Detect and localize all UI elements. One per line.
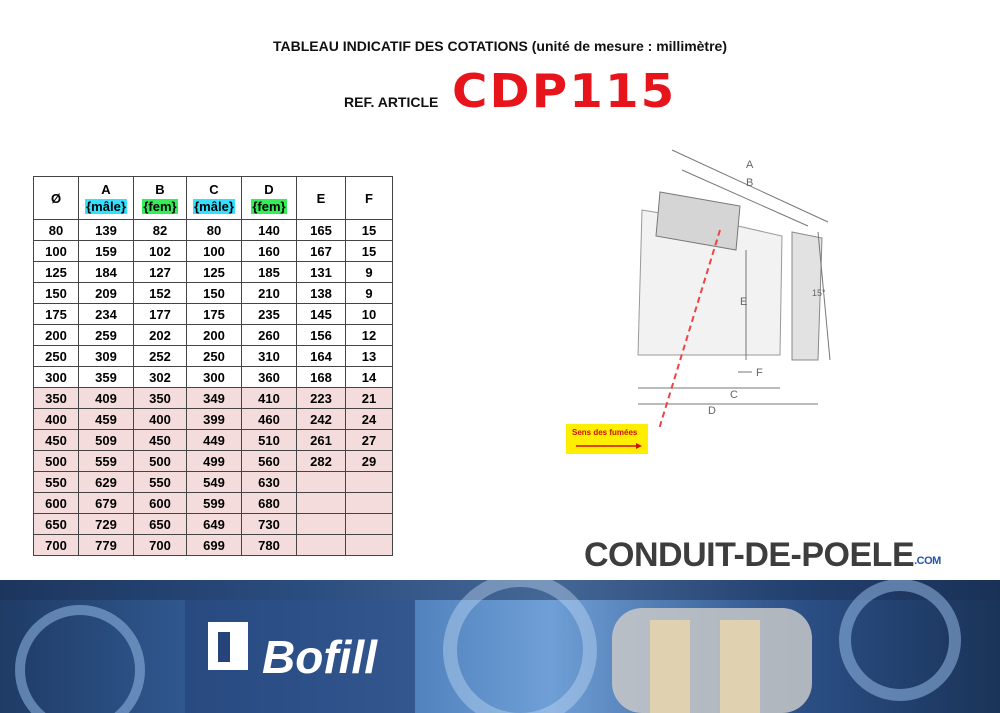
table-cell: 15: [346, 220, 393, 241]
table-cell: 27: [346, 430, 393, 451]
column-header-label: C: [209, 182, 219, 197]
bofill-logo-icon: [208, 622, 248, 670]
table-cell: 699: [187, 535, 242, 556]
label-a: A: [746, 159, 754, 171]
table-cell: 250: [34, 346, 79, 367]
arrow-right-icon: [566, 424, 648, 454]
banner-graphics: [0, 580, 1000, 713]
table-cell: 223: [297, 388, 346, 409]
table-cell: 510: [242, 430, 297, 451]
table-cell: 177: [134, 304, 187, 325]
table-cell: 282: [297, 451, 346, 472]
table-cell: 460: [242, 409, 297, 430]
table-cell: 729: [79, 514, 134, 535]
table-cell: 242: [297, 409, 346, 430]
table-cell: 399: [187, 409, 242, 430]
table-cell: [346, 514, 393, 535]
table-cell: 550: [134, 472, 187, 493]
label-f: F: [756, 367, 763, 379]
ref-article-code: CDP115: [452, 64, 677, 118]
column-header-gender: {fem}: [143, 199, 177, 214]
table-cell: 235: [242, 304, 297, 325]
table-cell: 300: [187, 367, 242, 388]
table-cell: 549: [187, 472, 242, 493]
column-header-label: A: [101, 182, 111, 197]
table-cell: [297, 535, 346, 556]
table-row: [34, 409, 393, 430]
smoke-direction-box: [566, 424, 648, 454]
table-cell: 599: [187, 493, 242, 514]
table-cell: 250: [187, 346, 242, 367]
table-cell: 680: [242, 493, 297, 514]
table-cell: 449: [187, 430, 242, 451]
table-cell: 499: [187, 451, 242, 472]
table-cell: 252: [134, 346, 187, 367]
site-logo: [584, 536, 941, 575]
table-cell: 152: [134, 283, 187, 304]
table-cell: 12: [346, 325, 393, 346]
pipe-cutaway-image: [612, 608, 812, 713]
table-cell: 550: [34, 472, 79, 493]
table-cell: 261: [297, 430, 346, 451]
elbow-diagram: [560, 140, 860, 430]
table-cell: [297, 472, 346, 493]
table-cell: 350: [34, 388, 79, 409]
table-cell: 125: [187, 262, 242, 283]
table-cell: 164: [297, 346, 346, 367]
table-cell: 184: [79, 262, 134, 283]
table-cell: 700: [134, 535, 187, 556]
table-cell: 730: [242, 514, 297, 535]
table-row: [34, 367, 393, 388]
table-cell: 359: [79, 367, 134, 388]
table-cell: 509: [79, 430, 134, 451]
table-cell: 165: [297, 220, 346, 241]
column-header-a: [79, 177, 134, 220]
column-header-label: D: [264, 182, 274, 197]
page-title: TABLEAU INDICATIF DES COTATIONS (unité de mesure : millimètre): [273, 38, 727, 54]
table-cell: 202: [134, 325, 187, 346]
table-row: [34, 388, 393, 409]
table-cell: 131: [297, 262, 346, 283]
table-cell: 82: [134, 220, 187, 241]
table-cell: [297, 514, 346, 535]
table-cell: 500: [134, 451, 187, 472]
table-cell: 167: [297, 241, 346, 262]
table-cell: [346, 472, 393, 493]
table-cell: 145: [297, 304, 346, 325]
table-cell: 649: [187, 514, 242, 535]
table-row: [34, 451, 393, 472]
table-cell: 210: [242, 283, 297, 304]
table-cell: 29: [346, 451, 393, 472]
logo-text: CONDUIT-DE-POELE: [584, 536, 915, 574]
table-row: [34, 241, 393, 262]
table-row: [34, 220, 393, 241]
table-cell: 400: [34, 409, 79, 430]
table-cell: 156: [297, 325, 346, 346]
table-cell: 9: [346, 262, 393, 283]
table-cell: 650: [134, 514, 187, 535]
table-cell: 410: [242, 388, 297, 409]
table-cell: 234: [79, 304, 134, 325]
table-row: [34, 430, 393, 451]
column-header-f: [346, 177, 393, 220]
table-cell: 310: [242, 346, 297, 367]
table-cell: 302: [134, 367, 187, 388]
table-row: [34, 304, 393, 325]
table-body: [34, 220, 393, 556]
table-cell: 80: [34, 220, 79, 241]
table-cell: 139: [79, 220, 134, 241]
smoke-direction-label: Sens des fumées: [572, 428, 638, 437]
table-row: [34, 493, 393, 514]
table-cell: 10: [346, 304, 393, 325]
table-cell: 300: [34, 367, 79, 388]
table-cell: 450: [134, 430, 187, 451]
table-cell: 200: [187, 325, 242, 346]
table-cell: 138: [297, 283, 346, 304]
table-cell: 630: [242, 472, 297, 493]
column-header-gender: {mâle}: [194, 199, 234, 214]
table-cell: 100: [187, 241, 242, 262]
table-cell: 350: [134, 388, 187, 409]
table-cell: 150: [34, 283, 79, 304]
column-header-label: B: [155, 182, 165, 197]
table-row: [34, 325, 393, 346]
column-header-gender: {fem}: [252, 199, 286, 214]
table-cell: 459: [79, 409, 134, 430]
column-header-d: [242, 177, 297, 220]
column-header-gender: {mâle}: [86, 199, 126, 214]
table-cell: 309: [79, 346, 134, 367]
table-cell: 780: [242, 535, 297, 556]
table-row: [34, 472, 393, 493]
table-cell: [297, 493, 346, 514]
table-cell: 15: [346, 241, 393, 262]
table-cell: 150: [187, 283, 242, 304]
table-cell: 140: [242, 220, 297, 241]
table-cell: 349: [187, 388, 242, 409]
table-cell: 175: [187, 304, 242, 325]
table-cell: 175: [34, 304, 79, 325]
table-cell: 13: [346, 346, 393, 367]
label-angle: 15°: [812, 288, 826, 298]
label-b: B: [746, 177, 754, 189]
table-cell: 100: [34, 241, 79, 262]
table-cell: 14: [346, 367, 393, 388]
label-e: E: [740, 296, 748, 308]
bofill-banner: [0, 580, 1000, 713]
column-header-label: F: [365, 190, 373, 206]
column-header-label: E: [316, 190, 326, 206]
table-cell: 600: [134, 493, 187, 514]
table-cell: 159: [79, 241, 134, 262]
label-c: C: [730, 389, 738, 401]
table-cell: 125: [34, 262, 79, 283]
column-header-diameter: [34, 177, 79, 220]
table-cell: 500: [34, 451, 79, 472]
table-cell: 200: [34, 325, 79, 346]
table-cell: 400: [134, 409, 187, 430]
table-cell: 9: [346, 283, 393, 304]
column-header-e: [297, 177, 346, 220]
table-cell: 600: [34, 493, 79, 514]
table-cell: 80: [187, 220, 242, 241]
table-cell: 127: [134, 262, 187, 283]
ref-article-label: REF. ARTICLE: [344, 94, 439, 110]
table-cell: 259: [79, 325, 134, 346]
table-cell: 102: [134, 241, 187, 262]
table-cell: 650: [34, 514, 79, 535]
table-cell: [346, 493, 393, 514]
table-row: [34, 262, 393, 283]
banner-brand: Bofill: [262, 631, 377, 683]
table-row: [34, 346, 393, 367]
table-cell: 185: [242, 262, 297, 283]
table-row: [34, 283, 393, 304]
column-header-c: [187, 177, 242, 220]
label-d: D: [708, 405, 716, 417]
table-header-row: [34, 177, 393, 220]
table-cell: 260: [242, 325, 297, 346]
table-cell: 779: [79, 535, 134, 556]
table-cell: 168: [297, 367, 346, 388]
table-cell: 409: [79, 388, 134, 409]
table-row: [34, 535, 393, 556]
logo-domain: .COM: [914, 555, 941, 567]
table-cell: 360: [242, 367, 297, 388]
table-cell: 679: [79, 493, 134, 514]
table-cell: 559: [79, 451, 134, 472]
dimensions-table: [33, 176, 393, 556]
table-cell: 450: [34, 430, 79, 451]
table-cell: 560: [242, 451, 297, 472]
table-cell: 24: [346, 409, 393, 430]
table-cell: 160: [242, 241, 297, 262]
table-cell: 700: [34, 535, 79, 556]
column-header-label: Ø: [50, 190, 62, 206]
table-cell: 21: [346, 388, 393, 409]
table-cell: 209: [79, 283, 134, 304]
table-cell: 629: [79, 472, 134, 493]
table-cell: [346, 535, 393, 556]
table-row: [34, 514, 393, 535]
column-header-b: [134, 177, 187, 220]
